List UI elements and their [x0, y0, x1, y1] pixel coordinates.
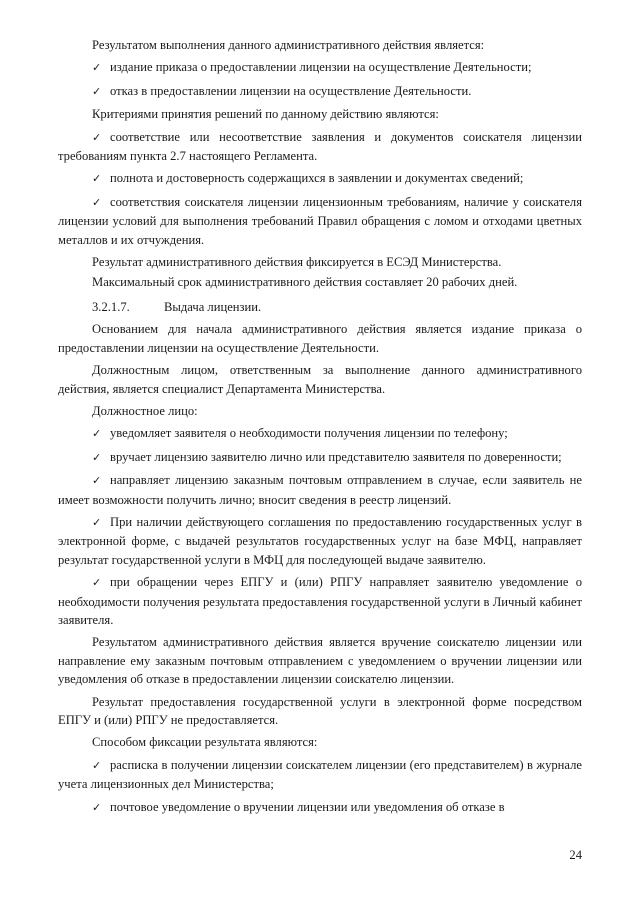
bullet-item: [58, 424, 582, 443]
check-icon: ✓: [92, 61, 102, 75]
bullet-item: [58, 193, 582, 249]
section-heading: [58, 298, 582, 316]
bullet-item: [58, 798, 582, 817]
check-icon: ✓: [92, 474, 102, 488]
fixation-intro: Способом фиксации результата являются:: [92, 735, 318, 750]
check-icon: ✓: [92, 84, 102, 98]
check-icon: ✓: [92, 576, 102, 590]
bullet-text: почтовое уведомление о вручении лицензии или уведомления об отказе в: [110, 799, 505, 814]
document-body: [58, 36, 582, 821]
bullet-item: [58, 448, 582, 467]
official-intro: Должностное лицо:: [92, 403, 198, 418]
result-intro: Результатом выполнения данного административного действия является:: [92, 38, 485, 52]
check-icon: ✓: [92, 195, 102, 209]
responsible-para: Должностным лицом, ответственным за выполнение данного административного действия, является специалист Департамента Министерства.: [58, 363, 582, 396]
bullet-text: направляет лицензию заказным почтовым отправлением в случае, если заявитель не имеет возможности получить лично; вносит сведения в реестр лицензий.: [58, 473, 582, 507]
check-icon: ✓: [92, 130, 102, 144]
electronic-para: Результат предоставления государственной услуги в электронной форме посредством ЕПГУ и (или) РПГУ не предоставляется.: [58, 694, 582, 727]
max-term-para: Максимальный срок административного действия составляет 20 рабочих дней.: [92, 275, 518, 290]
section-title: Выдача лицензии.: [164, 299, 262, 314]
bullet-text: издание приказа о предоставлении лицензии на осуществление Деятельности;: [110, 60, 532, 75]
check-icon: ✓: [92, 427, 102, 441]
bullet-text: соответствия соискателя лицензии лицензионным требованиям, наличие у соискателя лицензии условий для выполнения требований Правил обращения с ломом и отходами цветных металлов и их отчуждения.: [58, 194, 582, 247]
check-icon: ✓: [92, 450, 102, 464]
bullet-text: вручает лицензию заявителю лично или представителю заявителя по доверенности;: [110, 449, 562, 464]
bullet-text: отказ в предоставлении лицензии на осуществление Деятельности.: [110, 83, 472, 98]
result-para: Результатом административного действия является вручение соискателю лицензии или направление ему заказным почтовым отправлением с уведомлением о вручении лицензии или уведомления об отказе в предоставлении лицензии соискателю лицензии.: [58, 635, 582, 687]
bullet-text: уведомляет заявителя о необходимости получения лицензии по телефону;: [110, 426, 508, 441]
bullet-text: полнота и достоверность содержащихся в заявлении и документах сведений;: [110, 171, 524, 186]
criteria-intro: Критериями принятия решений по данному действию являются:: [92, 107, 439, 122]
check-icon: ✓: [92, 172, 102, 186]
check-icon: ✓: [92, 758, 102, 772]
bullet-text: при обращении через ЕПГУ и (или) РПГУ направляет заявителю уведомление о необходимости получения результата предоставления государственной услуги в Личный кабинет заявителя.: [58, 575, 582, 627]
bullet-item: [58, 513, 582, 569]
bullet-text: расписка в получении лицензии соискателем лицензии (его представителем) в журнале учета лицензионных дел Министерства;: [58, 757, 582, 792]
bullet-item: [58, 756, 582, 794]
page-number: 24: [569, 848, 582, 862]
result-fixed-para: Результат административного действия фиксируется в ЕСЭД Министерства.: [92, 255, 502, 270]
section-number: 3.2.1.7.: [92, 299, 130, 314]
bullet-item: [58, 128, 582, 166]
bullet-text: При наличии действующего соглашения по предоставлению государственных услуг в электронной форме, с выдачей результатов государственных услуг на базе МФЦ, направляет результат государственной услуги в МФЦ для последующей выдаче заявителю.: [58, 514, 582, 567]
bullet-item: [58, 82, 582, 101]
check-icon: ✓: [92, 800, 102, 814]
bullet-text: соответствие или несоответствие заявления и документов соискателя лицензии требованиям пункта 2.7 настоящего Регламента.: [58, 129, 582, 164]
bullet-item: [58, 58, 582, 77]
basis-para: Основанием для начала административного действия является издание приказа о предоставлении лицензии на осуществление Деятельности.: [58, 322, 582, 355]
check-icon: ✓: [92, 515, 102, 529]
bullet-item: [58, 169, 582, 188]
bullet-item: [58, 573, 582, 629]
bullet-item: [58, 471, 582, 509]
